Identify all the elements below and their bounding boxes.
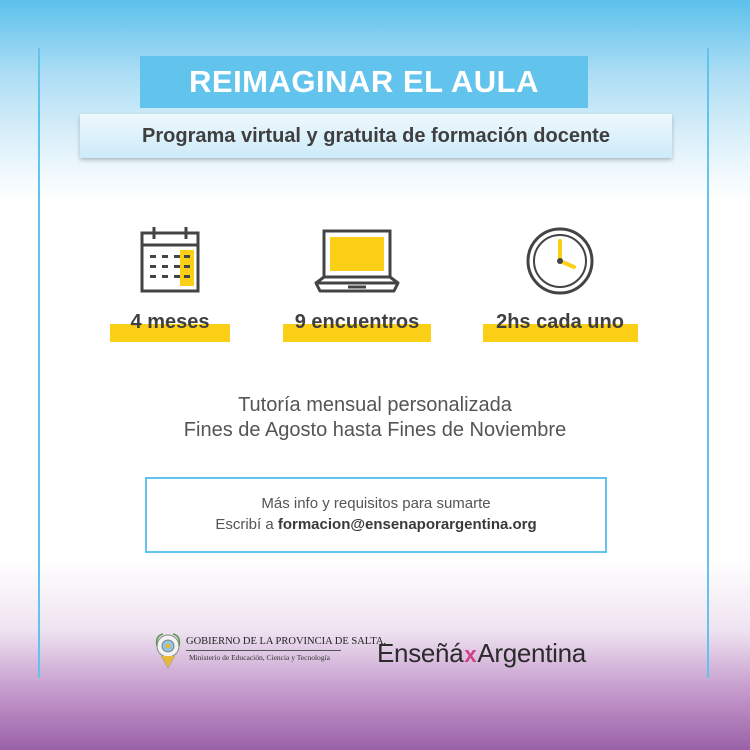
- page-subtitle: Programa virtual y gratuita de formación docente: [142, 124, 610, 147]
- laptop-icon: [312, 225, 402, 295]
- feature-hours: [465, 225, 655, 345]
- calendar-icon: [138, 225, 202, 295]
- title-banner: [140, 56, 588, 108]
- page-title: REIMAGINAR EL AULA: [189, 64, 539, 99]
- clock-icon: [524, 225, 596, 297]
- subtitle-banner: [80, 114, 672, 158]
- salta-seal-icon: [153, 632, 183, 672]
- gov-name: GOBIERNO DE LA PROVINCIA DE SALTA.: [186, 636, 387, 647]
- contact-prefix: Escribí a: [215, 516, 278, 533]
- gov-ministry: Ministerio de Educación, Ciencia y Tecnología: [189, 653, 330, 662]
- feature-sessions: [262, 225, 452, 345]
- feature-duration: [75, 225, 265, 345]
- contact-email[interactable]: formacion@ensenaporargentina.org: [277, 516, 537, 533]
- contact-intro: Más info y requisitos para sumarte: [261, 495, 491, 512]
- frame-line-right: [707, 48, 709, 678]
- feature-label-duration: 4 meses: [130, 311, 210, 333]
- info-dates: Fines de Agosto hasta Fines de Noviembre: [183, 419, 567, 441]
- frame-line-left: [38, 48, 40, 678]
- ensena-argentina-logo: [377, 638, 586, 669]
- brand-x: x: [464, 642, 477, 667]
- brand-part1: Enseñá: [377, 638, 464, 668]
- brand-part2: Argentina: [477, 638, 586, 668]
- info-tutoring: Tutoría mensual personalizada: [238, 394, 512, 416]
- gov-logo: [153, 632, 387, 672]
- contact-box: [145, 477, 607, 553]
- feature-label-sessions: 9 encuentros: [294, 311, 420, 333]
- gov-divider: [186, 650, 341, 651]
- feature-label-hours: 2hs cada uno: [496, 311, 624, 333]
- contact-line: [147, 514, 605, 535]
